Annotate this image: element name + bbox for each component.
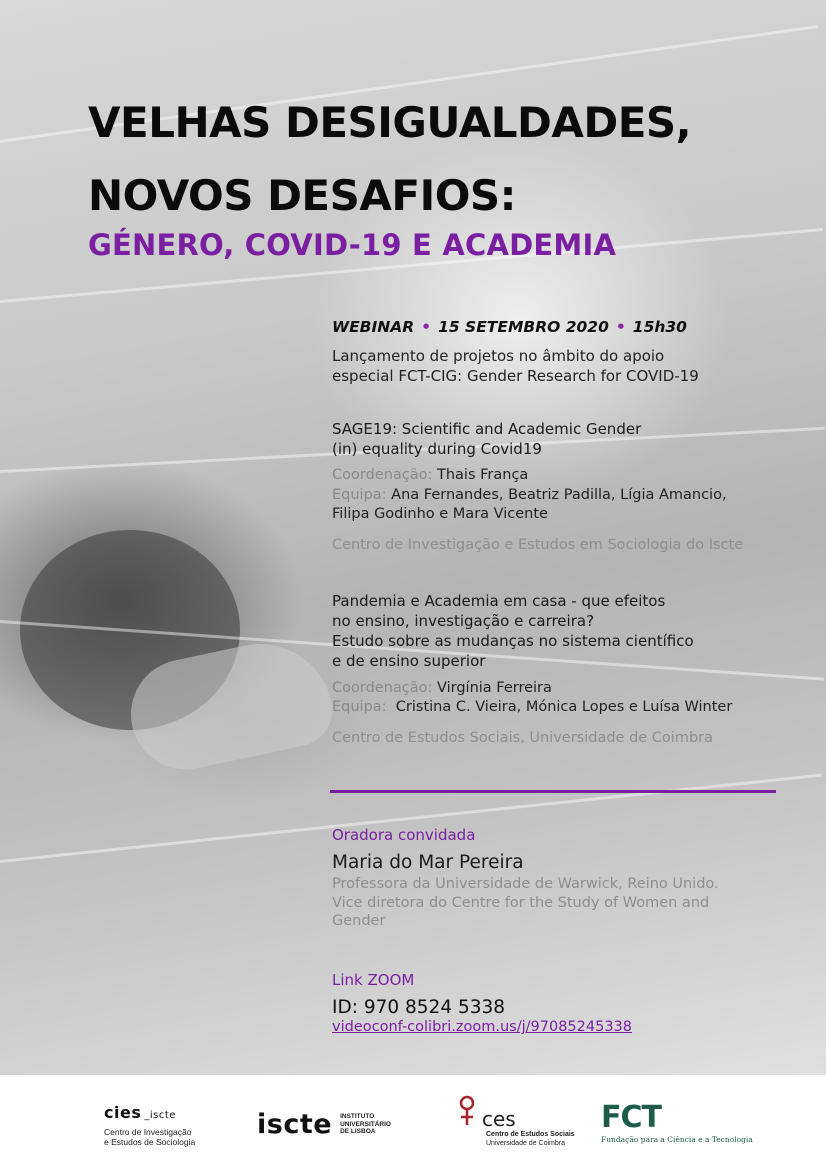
- ces-subtitle-line: Centro de Estudos Sociais: [486, 1131, 575, 1138]
- iscte-logo: [257, 1109, 391, 1140]
- separator-dot: •: [421, 318, 432, 336]
- footer-logos: [0, 1075, 826, 1169]
- event-meta: [332, 318, 782, 336]
- event-date: 15 SETEMBRO 2020: [438, 318, 609, 336]
- zoom-label: Link ZOOM: [332, 971, 415, 989]
- poster-subtitle: GÉNERO, COVID-19 E ACADEMIA: [88, 228, 617, 262]
- coordinator-label: Coordenação:: [332, 467, 433, 483]
- project-title-line: no ensino, investigação e carreira?: [332, 611, 595, 630]
- coordinator-name: Thais França: [437, 467, 529, 483]
- project-1: [332, 419, 782, 553]
- guest-speaker: [332, 826, 782, 931]
- project-institution: Centro de Investigação e Estudos em Sociologia do Iscte: [332, 536, 744, 553]
- project-team: [332, 486, 782, 506]
- title-line-2: NOVOS DESAFIOS:: [88, 171, 516, 220]
- ces-emblem-icon: [458, 1095, 484, 1129]
- cies-subtitle-line: Centro de Investigação: [104, 1127, 192, 1137]
- project-2: [332, 591, 782, 746]
- event-type: WEBINAR: [332, 318, 415, 336]
- event-intro: [332, 346, 782, 386]
- guest-bio-line: Professora da Universidade de Warwick, Reino Unido.: [332, 876, 719, 892]
- guest-name: Maria do Mar Pereira: [332, 852, 524, 873]
- iscte-subtitle-line: INSTITUTO: [340, 1113, 375, 1121]
- team-members: Cristina C. Vieira, Mónica Lopes e Luísa Winter: [395, 699, 733, 715]
- section-divider: [330, 790, 776, 793]
- project-title-line: (in) equality during Covid19: [332, 440, 542, 458]
- guest-bio: [332, 875, 762, 931]
- poster-title: [88, 86, 691, 232]
- cies-subtitle-line: e Estudos de Sociologia: [104, 1137, 196, 1147]
- fct-wordmark: FCT: [601, 1100, 661, 1135]
- guest-label: Oradora convidada: [332, 826, 476, 844]
- iscte-subtitle-line: UNIVERSITÁRIO: [340, 1120, 391, 1128]
- zoom-meeting-id: ID: 970 8524 5338: [332, 997, 506, 1018]
- separator-dot: •: [615, 318, 626, 336]
- cies-logo: [104, 1105, 195, 1147]
- ces-wordmark: ces: [482, 1107, 516, 1131]
- intro-line: especial FCT-CIG: Gender Research for COVID-19: [332, 367, 699, 385]
- guest-bio-line: Vice diretora do Centre for the Study of Women and: [332, 894, 710, 911]
- ces-logo: [458, 1095, 575, 1148]
- project-title-line: e de ensino superior: [332, 651, 486, 670]
- team-members: Ana Fernandes, Beatriz Padilla, Lígia Amancio,: [391, 486, 727, 503]
- project-coordinator: [332, 466, 782, 486]
- team-label: Equipa:: [332, 486, 387, 503]
- project-title-line: Pandemia e Academia em casa - que efeitos: [332, 591, 666, 610]
- project-title-line: SAGE19: Scientific and Academic Gender: [332, 420, 642, 438]
- project-coordinator: [332, 679, 782, 699]
- event-details: [332, 318, 782, 746]
- intro-line: Lançamento de projetos no âmbito do apoio: [332, 347, 665, 365]
- iscte-wordmark: iscte: [257, 1109, 333, 1140]
- zoom-section: [332, 971, 782, 1036]
- project-title: [332, 591, 782, 671]
- event-time: 15h30: [632, 318, 687, 336]
- fct-logo: [601, 1100, 753, 1144]
- project-team: [332, 698, 782, 718]
- iscte-subtitle-line: DE LISBOA: [340, 1128, 376, 1136]
- fct-subtitle: Fundação para a Ciência e a Tecnologia: [601, 1135, 753, 1144]
- project-title: [332, 419, 782, 459]
- ces-subtitle-line: Universidade de Coimbra: [486, 1139, 565, 1147]
- team-members-continued: Filipa Godinho e Mara Vicente: [332, 506, 548, 522]
- zoom-link[interactable]: videoconf-colibri.zoom.us/j/97085245338: [332, 1019, 632, 1035]
- cies-suffix: _iscte: [144, 1110, 176, 1121]
- project-title-line: Estudo sobre as mudanças no sistema científico: [332, 631, 694, 650]
- title-line-1: VELHAS DESIGUALDADES,: [88, 98, 692, 147]
- cies-wordmark: cies: [104, 1103, 142, 1122]
- coordinator-name: Virgínia Ferreira: [437, 679, 552, 696]
- coordinator-label: Coordenação:: [332, 679, 433, 696]
- team-label: Equipa:: [332, 699, 387, 715]
- guest-bio-line: Gender: [332, 913, 386, 929]
- project-institution: Centro de Estudos Sociais, Universidade de Coimbra: [332, 729, 714, 746]
